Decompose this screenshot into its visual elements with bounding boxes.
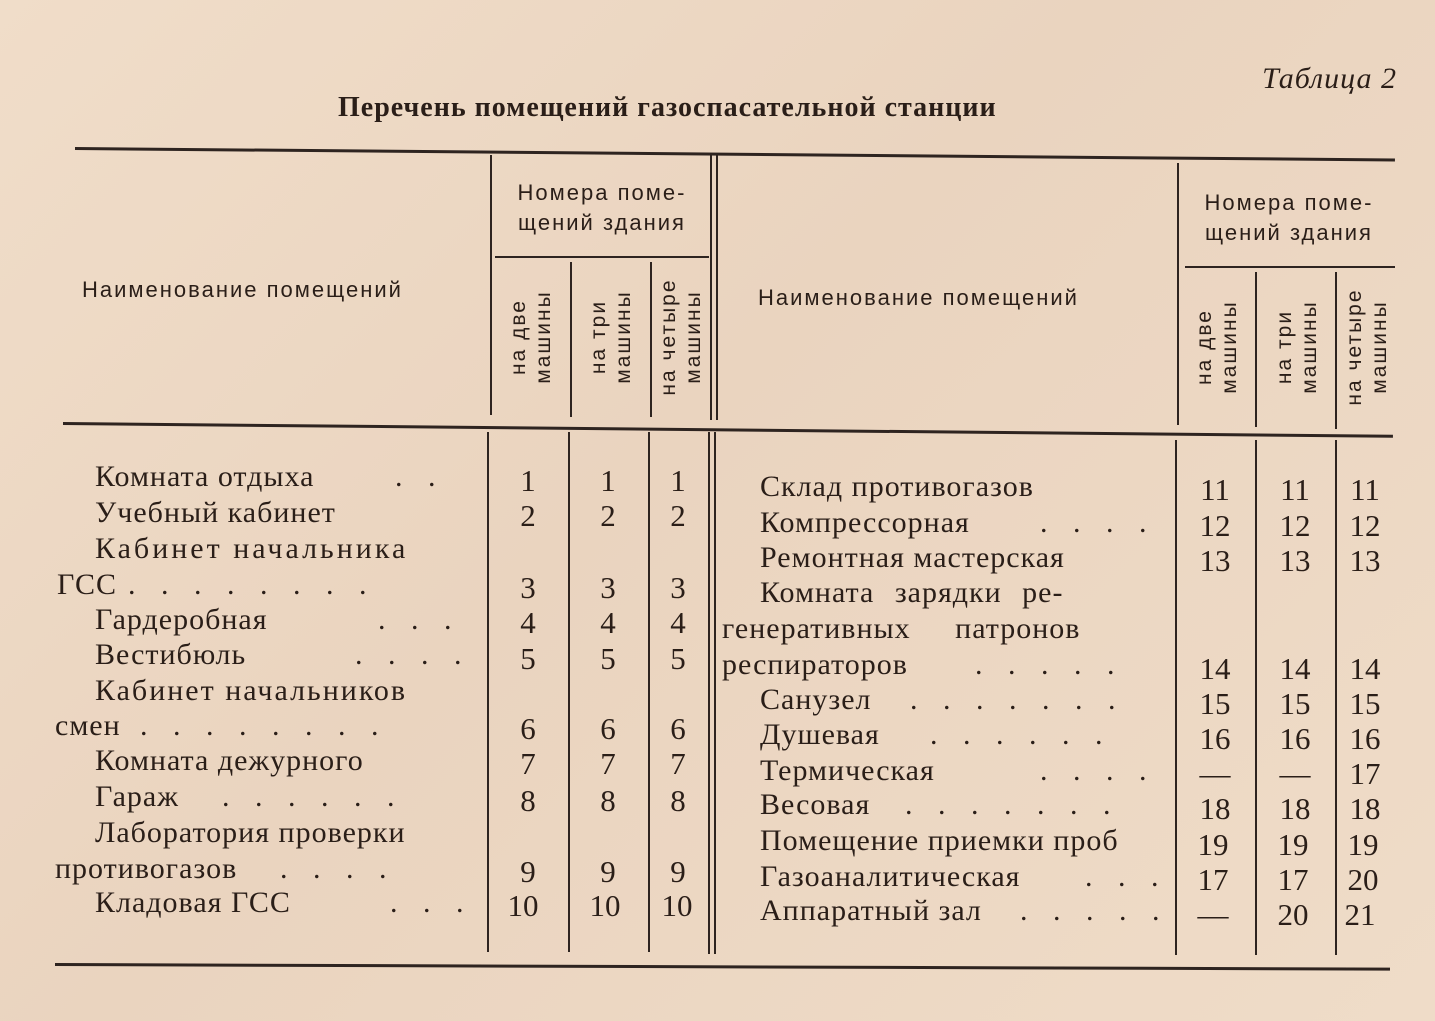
left-row-name: Вестибюль xyxy=(95,638,247,671)
value-two: 18 xyxy=(1199,791,1231,826)
left-row-name: Учебный кабинет xyxy=(95,496,336,529)
value-four: 5 xyxy=(670,641,686,676)
value-three: 10 xyxy=(589,888,621,923)
leader-dots: . . . . xyxy=(355,638,471,671)
left-group-header xyxy=(493,178,711,238)
right-row-name: Компрессорная xyxy=(760,506,970,539)
left-group-header-line1: Номера поме- xyxy=(517,180,687,205)
value-four: 9 xyxy=(670,854,686,889)
left-row-name: Комната дежурного xyxy=(95,744,364,777)
value-four: 10 xyxy=(661,888,693,923)
value-three: 15 xyxy=(1279,686,1311,721)
sub-four-line2: машины xyxy=(1368,300,1391,394)
right-row-name: Санузел xyxy=(760,683,872,716)
left-row-name: Кабинет начальников xyxy=(95,674,408,707)
leader-dots: . . . . . xyxy=(975,648,1124,681)
right-row-name: Газоаналитическая xyxy=(760,860,1021,893)
left-subheader-four-machines xyxy=(651,262,711,412)
value-two: 2 xyxy=(520,498,536,533)
value-two: — xyxy=(1197,897,1229,932)
sub-three-line1: на три xyxy=(1273,309,1296,385)
right-name-column-header: Наименование помещений xyxy=(758,285,1079,310)
left-row-name-continued: ГСС xyxy=(57,568,117,601)
leader-dots: . . . . xyxy=(1040,754,1156,787)
right-row-name: Весовая xyxy=(760,788,871,821)
left-subheader-rule xyxy=(495,256,709,258)
right-sub-divider-1 xyxy=(1255,440,1257,955)
value-three: 1 xyxy=(600,463,616,498)
value-four: 3 xyxy=(670,570,686,605)
right-row-name: Ремонтная мастерская xyxy=(760,541,1065,574)
value-two: 1 xyxy=(520,463,536,498)
leader-dots: . . . . . . . . xyxy=(128,568,376,601)
left-sub-divider-1-head xyxy=(570,262,572,417)
sub-four-line2: машины xyxy=(682,290,705,384)
sub-four-line1: на четыре xyxy=(1343,288,1366,406)
leader-dots: . . . . . . xyxy=(222,780,404,813)
value-two: 3 xyxy=(520,570,536,605)
value-two: 16 xyxy=(1199,721,1231,756)
value-two: 14 xyxy=(1199,651,1231,686)
sub-four-line1: на четыре xyxy=(657,278,680,396)
value-two: 7 xyxy=(520,746,536,781)
left-row-name-continued: смен xyxy=(55,709,121,742)
right-subheader-rule xyxy=(1185,266,1395,268)
top-rule xyxy=(75,147,1395,162)
value-four: 21 xyxy=(1344,897,1376,932)
value-three: 11 xyxy=(1280,472,1310,507)
right-name-col-divider xyxy=(1175,440,1177,955)
left-sub-divider-1 xyxy=(568,432,570,952)
value-four: 12 xyxy=(1349,508,1381,543)
value-two: 9 xyxy=(520,854,536,889)
value-two: 13 xyxy=(1199,543,1231,578)
right-row-name: Душевая xyxy=(760,718,880,751)
left-subheader-three-machines xyxy=(581,262,641,412)
value-two: 15 xyxy=(1199,686,1231,721)
value-four: 17 xyxy=(1349,756,1381,791)
value-three: 8 xyxy=(600,783,616,818)
sub-two-line2: машины xyxy=(532,290,555,384)
right-group-header xyxy=(1180,188,1398,248)
right-row-name-continued: респираторов xyxy=(722,648,908,681)
right-subheader-two-machines xyxy=(1187,272,1247,422)
left-row-name: Кладовая ГСС xyxy=(95,886,291,919)
value-three: 17 xyxy=(1277,862,1309,897)
value-four: 14 xyxy=(1349,651,1381,686)
right-row-name-continued: генеративных патронов xyxy=(722,612,1081,645)
right-row-name: Помещение приемки проб xyxy=(760,824,1119,857)
center-double-rule-b xyxy=(714,432,716,954)
right-row-name: Склад противогазов xyxy=(760,470,1034,503)
value-two: 17 xyxy=(1197,862,1229,897)
value-two: 11 xyxy=(1200,472,1230,507)
right-row-name: Термическая xyxy=(760,754,935,787)
value-two: 4 xyxy=(520,605,536,640)
value-three: 6 xyxy=(600,711,616,746)
left-name-col-divider-head xyxy=(490,155,492,415)
left-row-name: Кабинет начальника xyxy=(95,532,409,565)
left-row-name-continued: противогазов xyxy=(55,852,238,885)
value-three: 13 xyxy=(1279,543,1311,578)
right-row-name: Комната зарядки ре- xyxy=(760,576,1064,609)
leader-dots: . . . . xyxy=(1040,506,1156,539)
table-title: Перечень помещений газоспасательной станции xyxy=(338,92,997,123)
value-two: — xyxy=(1199,756,1231,791)
value-four: 20 xyxy=(1347,862,1379,897)
value-four: 18 xyxy=(1349,791,1381,826)
leader-dots: . . . . . . . xyxy=(910,683,1125,716)
value-three: 2 xyxy=(600,498,616,533)
center-double-rule-b-head xyxy=(716,155,718,420)
leader-dots: . . . xyxy=(378,603,461,636)
value-four: 16 xyxy=(1349,721,1381,756)
right-name-col-divider-head xyxy=(1177,163,1179,425)
right-group-header-line2: щений здания xyxy=(1205,220,1373,245)
leader-dots: . . . . . . xyxy=(930,718,1112,751)
left-row-name: Гараж xyxy=(95,780,179,813)
value-three: 16 xyxy=(1279,721,1311,756)
right-row-name: Аппаратный зал xyxy=(760,894,982,927)
value-four: 13 xyxy=(1349,543,1381,578)
right-subheader-four-machines xyxy=(1337,272,1397,422)
header-bottom-rule xyxy=(63,422,1393,438)
value-three: 4 xyxy=(600,605,616,640)
leader-dots: . . . . . . . xyxy=(905,788,1120,821)
value-three: 18 xyxy=(1279,791,1311,826)
value-four: 7 xyxy=(670,746,686,781)
value-three: 20 xyxy=(1277,897,1309,932)
value-four: 8 xyxy=(670,783,686,818)
value-three: — xyxy=(1279,756,1311,791)
leader-dots: . . . xyxy=(390,886,473,919)
right-sub-divider-1-head xyxy=(1255,272,1257,427)
leader-dots: . . xyxy=(395,460,445,493)
left-subheader-two-machines xyxy=(501,262,561,412)
value-three: 7 xyxy=(600,746,616,781)
left-row-name: Гардеробная xyxy=(95,603,268,636)
bottom-rule xyxy=(55,963,1390,971)
value-four: 11 xyxy=(1350,472,1380,507)
value-four: 2 xyxy=(670,498,686,533)
value-three: 9 xyxy=(600,854,616,889)
table-number: Таблица 2 xyxy=(1262,62,1397,95)
leader-dots: . . . . . xyxy=(1020,894,1169,927)
value-four: 19 xyxy=(1347,827,1379,862)
value-four: 6 xyxy=(670,711,686,746)
value-two: 5 xyxy=(520,641,536,676)
left-group-header-line2: щений здания xyxy=(518,210,686,235)
value-three: 14 xyxy=(1279,651,1311,686)
left-row-name: Лаборатория проверки xyxy=(95,816,406,849)
left-name-column-header: Наименование помещений xyxy=(82,277,403,302)
value-four: 1 xyxy=(670,463,686,498)
sub-three-line2: машины xyxy=(1298,300,1321,394)
leader-dots: . . . . . . . . xyxy=(140,709,388,742)
value-two: 19 xyxy=(1197,827,1229,862)
left-row-name: Комната отдыха xyxy=(95,460,315,493)
value-four: 4 xyxy=(670,605,686,640)
value-three: 5 xyxy=(600,641,616,676)
value-two: 10 xyxy=(507,888,539,923)
leader-dots: . . . . xyxy=(280,852,396,885)
right-group-header-line1: Номера поме- xyxy=(1204,190,1374,215)
left-name-col-divider xyxy=(487,432,489,952)
leader-dots: . . . xyxy=(1085,860,1168,893)
value-three: 12 xyxy=(1279,508,1311,543)
value-two: 8 xyxy=(520,783,536,818)
sub-two-line2: машины xyxy=(1218,300,1241,394)
sub-three-line1: на три xyxy=(587,299,610,375)
sub-two-line1: на две xyxy=(1193,309,1216,385)
value-three: 19 xyxy=(1277,827,1309,862)
sub-three-line2: машины xyxy=(612,290,635,384)
value-three: 3 xyxy=(600,570,616,605)
value-two: 12 xyxy=(1199,508,1231,543)
sub-two-line1: на две xyxy=(507,299,530,375)
value-two: 6 xyxy=(520,711,536,746)
value-four: 15 xyxy=(1349,686,1381,721)
right-subheader-three-machines xyxy=(1267,272,1327,422)
